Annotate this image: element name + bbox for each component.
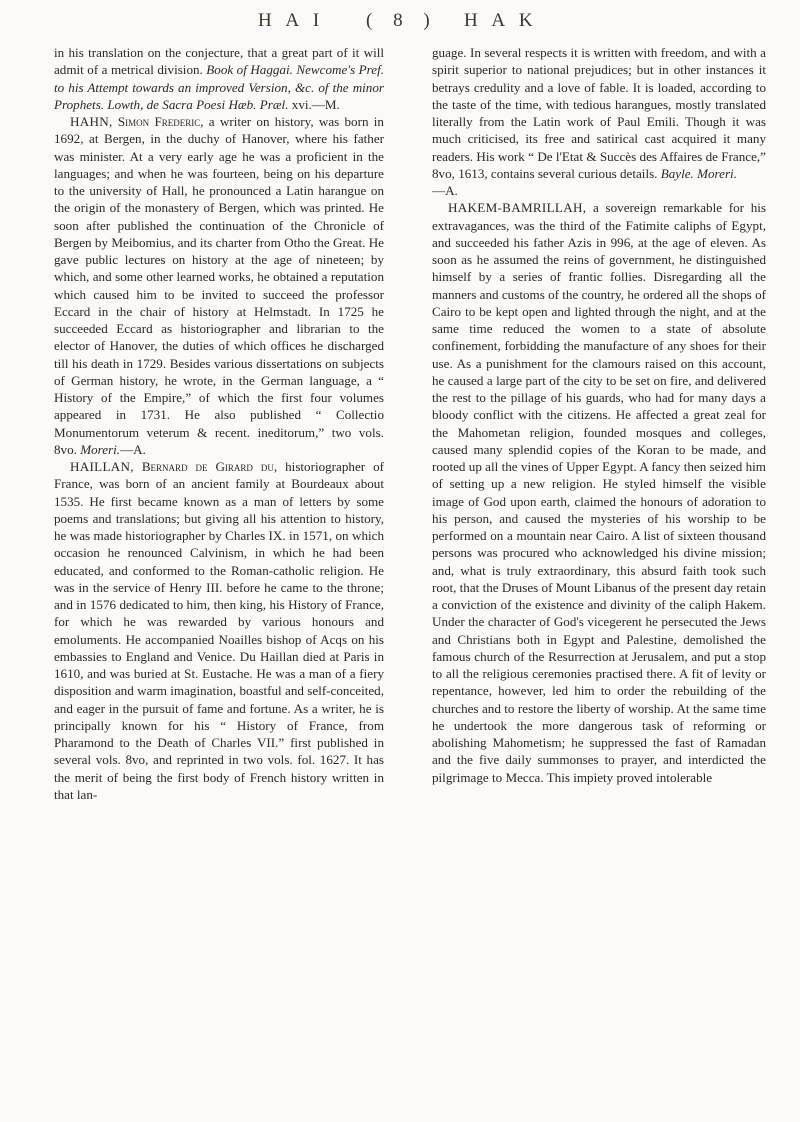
entry-text-hahn: a writer on history, was born in 1692, at Bergen, in the duchy of Hanover, where his father was minister. At a very early age he was a proficient in the languages; and when he was fourteen, being on his departure to the university of Hall, he pronounced a Latin harangue on the origin of the monastery of Bergen, which was printed. He soon after published the continuation of the Chronicle of Bergen by Meibomius, and its charter from Otho the Great. He gave public lectures on history at the age of nineteen; by which, and some other learned works, he obtained a reputation which caused him to be invited to succeed the professor Eccard in the chair of history at Helmstadt. In 1725 he succeeded Eccard as historiographer and librarian to the elector of Hanover, the duties of which offices he discharged till his death in 1729. Besides various dissertations on subjects of German history, he wrote, in the German language, a “ History of the Empire,” of which the first four volumes appeared in 1731. He also published “ Collectio Monumentorum veterum & recent. ineditorum,” two vols. 8vo.	[54, 114, 384, 457]
paragraph-haggai-conclusion	[54, 44, 384, 113]
page-number: ( 8 )	[366, 10, 438, 31]
author-signature: —A.	[120, 441, 146, 457]
left-column	[54, 44, 384, 803]
running-head	[0, 10, 800, 36]
entry-heading-hahn: HAHN,	[70, 114, 113, 129]
right-column	[432, 44, 766, 786]
entry-hahn	[54, 113, 384, 458]
entry-name-hahn: Simon Frederic,	[117, 114, 204, 129]
entry-hakem-bamrillah	[432, 199, 766, 786]
entry-heading-hakem: HAKEM-BAMRILLAH,	[448, 200, 587, 216]
author-signature: —M.	[311, 96, 340, 112]
paragraph-text: in his translation on the conjecture, that a great part of it will admit of a metrical division.	[54, 45, 384, 78]
reference-moreri: Moreri.	[80, 441, 121, 457]
author-signature: —A.	[432, 183, 458, 198]
reference-book-of-haggai: Book of Haggai.	[206, 62, 293, 78]
paragraph-haillan-conclusion	[432, 44, 766, 199]
reference-newcome-lowth: Newcome's Pref. to his Attempt towards an improved Version, &c. of the minor Prophets. Lowth, de Sacra Poesi Hæb. Præl.	[54, 62, 384, 112]
entry-haillan	[54, 458, 384, 803]
reference-lecture-number: xvi.	[291, 96, 312, 112]
running-head-left: H A I	[258, 10, 325, 31]
entry-heading-haillan: HAILLAN,	[70, 459, 134, 474]
running-head-right: H A K	[464, 10, 538, 31]
paragraph-text: guage. In several respects it is written with freedom, and with a spirit superior to national prejudices; but in other instances it betrays credulity and a love of fable. It is loaded, according to the taste of the time, with tedious harangues, mostly translated literally from the Latin work of Paul Emili. Though it was much criticised, its free and satirical cast acquired it many readers. His work “ De l'Etat & Succès des Affaires de France,” 8vo, 1613, contains several curious details.	[432, 45, 766, 181]
entry-name-haillan: Bernard de Girard du,	[141, 459, 278, 474]
reference-bayle-moreri: Bayle. Moreri.	[660, 165, 737, 181]
entry-text-hakem: a sovereign remarkable for his extravagances, was the third of the Fatimite caliphs of Egypt, and succeeded his father Azis in 996, at the age of eleven. As soon as he assumed the reins of government, he distinguished himself by a series of frantic follies. Disregarding all the manners and customs of the country, he ordered all the shops of Cairo to be kept open and lighted through the night, and at the same time reduced the women to a state of absolute confinement, forbidding the manufacture of any shoes for their use. As a punishment for the clamours raised on this account, he caused a large part of the city to be set on fire, and delivered the rest to the pillage of his guards, who had for many days a bloody conflict with the citizens. He affected a great zeal for the Mahometan religion, founded mosques and colleges, caused many splendid copies of the Koran to be made, and rooted up all the vines of Upper Egypt. A fancy then seized him of setting up a new religion. He styled himself the visible image of God upon earth, claimed the honours of adoration to his person, and caused the mysteries of his worship to be performed on a mountain near Cairo. A list of sixteen thousand persons was procured who acknowledged his divine mission; and, what is truly extraordinary, this absurd faith took such root, that the Druses of Mount Libanus of the present day retain a conviction of the existence and divinity of the caliph Hakem. Under the character of God's vicegerent he persecuted the Jews and Christians both in Egypt and Palestine, demolished the famous church of the Resurrection at Jerusalem, and put a stop to all the religious ceremonies practised there. A fit of levity or repentance, however, led him to order the rebuilding of the churches and to restore the liberty of worship. At the same time he undertook the more dangerous task of reforming or abolishing Mahometism; he suppressed the fast of Ramadan and the five daily summonses to prayer, and interdicted the pilgrimage to Mecca. This impiety proved intolerable	[432, 200, 766, 785]
entry-text-haillan: historiographer of France, was born of an ancient family at Bourdeaux about 1535. He first became known as a man of letters by some poems and translations; but giving all his attention to history, he was made historiographer by Charles IX. in 1571, on which occasion he renounced Calvinism, in which he had been educated, and conformed to the Roman-catholic religion. He was in the service of Henry III. before he came to the throne; and in 1576 dedicated to him, then king, his History of France, for which he was rewarded by various honours and emoluments. He accompanied Noailles bishop of Acqs on his embassies to England and Venice. Du Haillan died at Paris in 1610, and was buried at St. Eustache. He was a man of a fiery disposition and warm imagination, boastful and self-conceited, and eager in the pursuit of fame and fortune. As a writer, he is principally known for his “ History of France, from Pharamond to the Death of Charles VII.” first published in several vols. 8vo, and reprinted in two vols. fol. 1627. It has the merit of being the first body of French history written in that lan-	[54, 459, 384, 802]
